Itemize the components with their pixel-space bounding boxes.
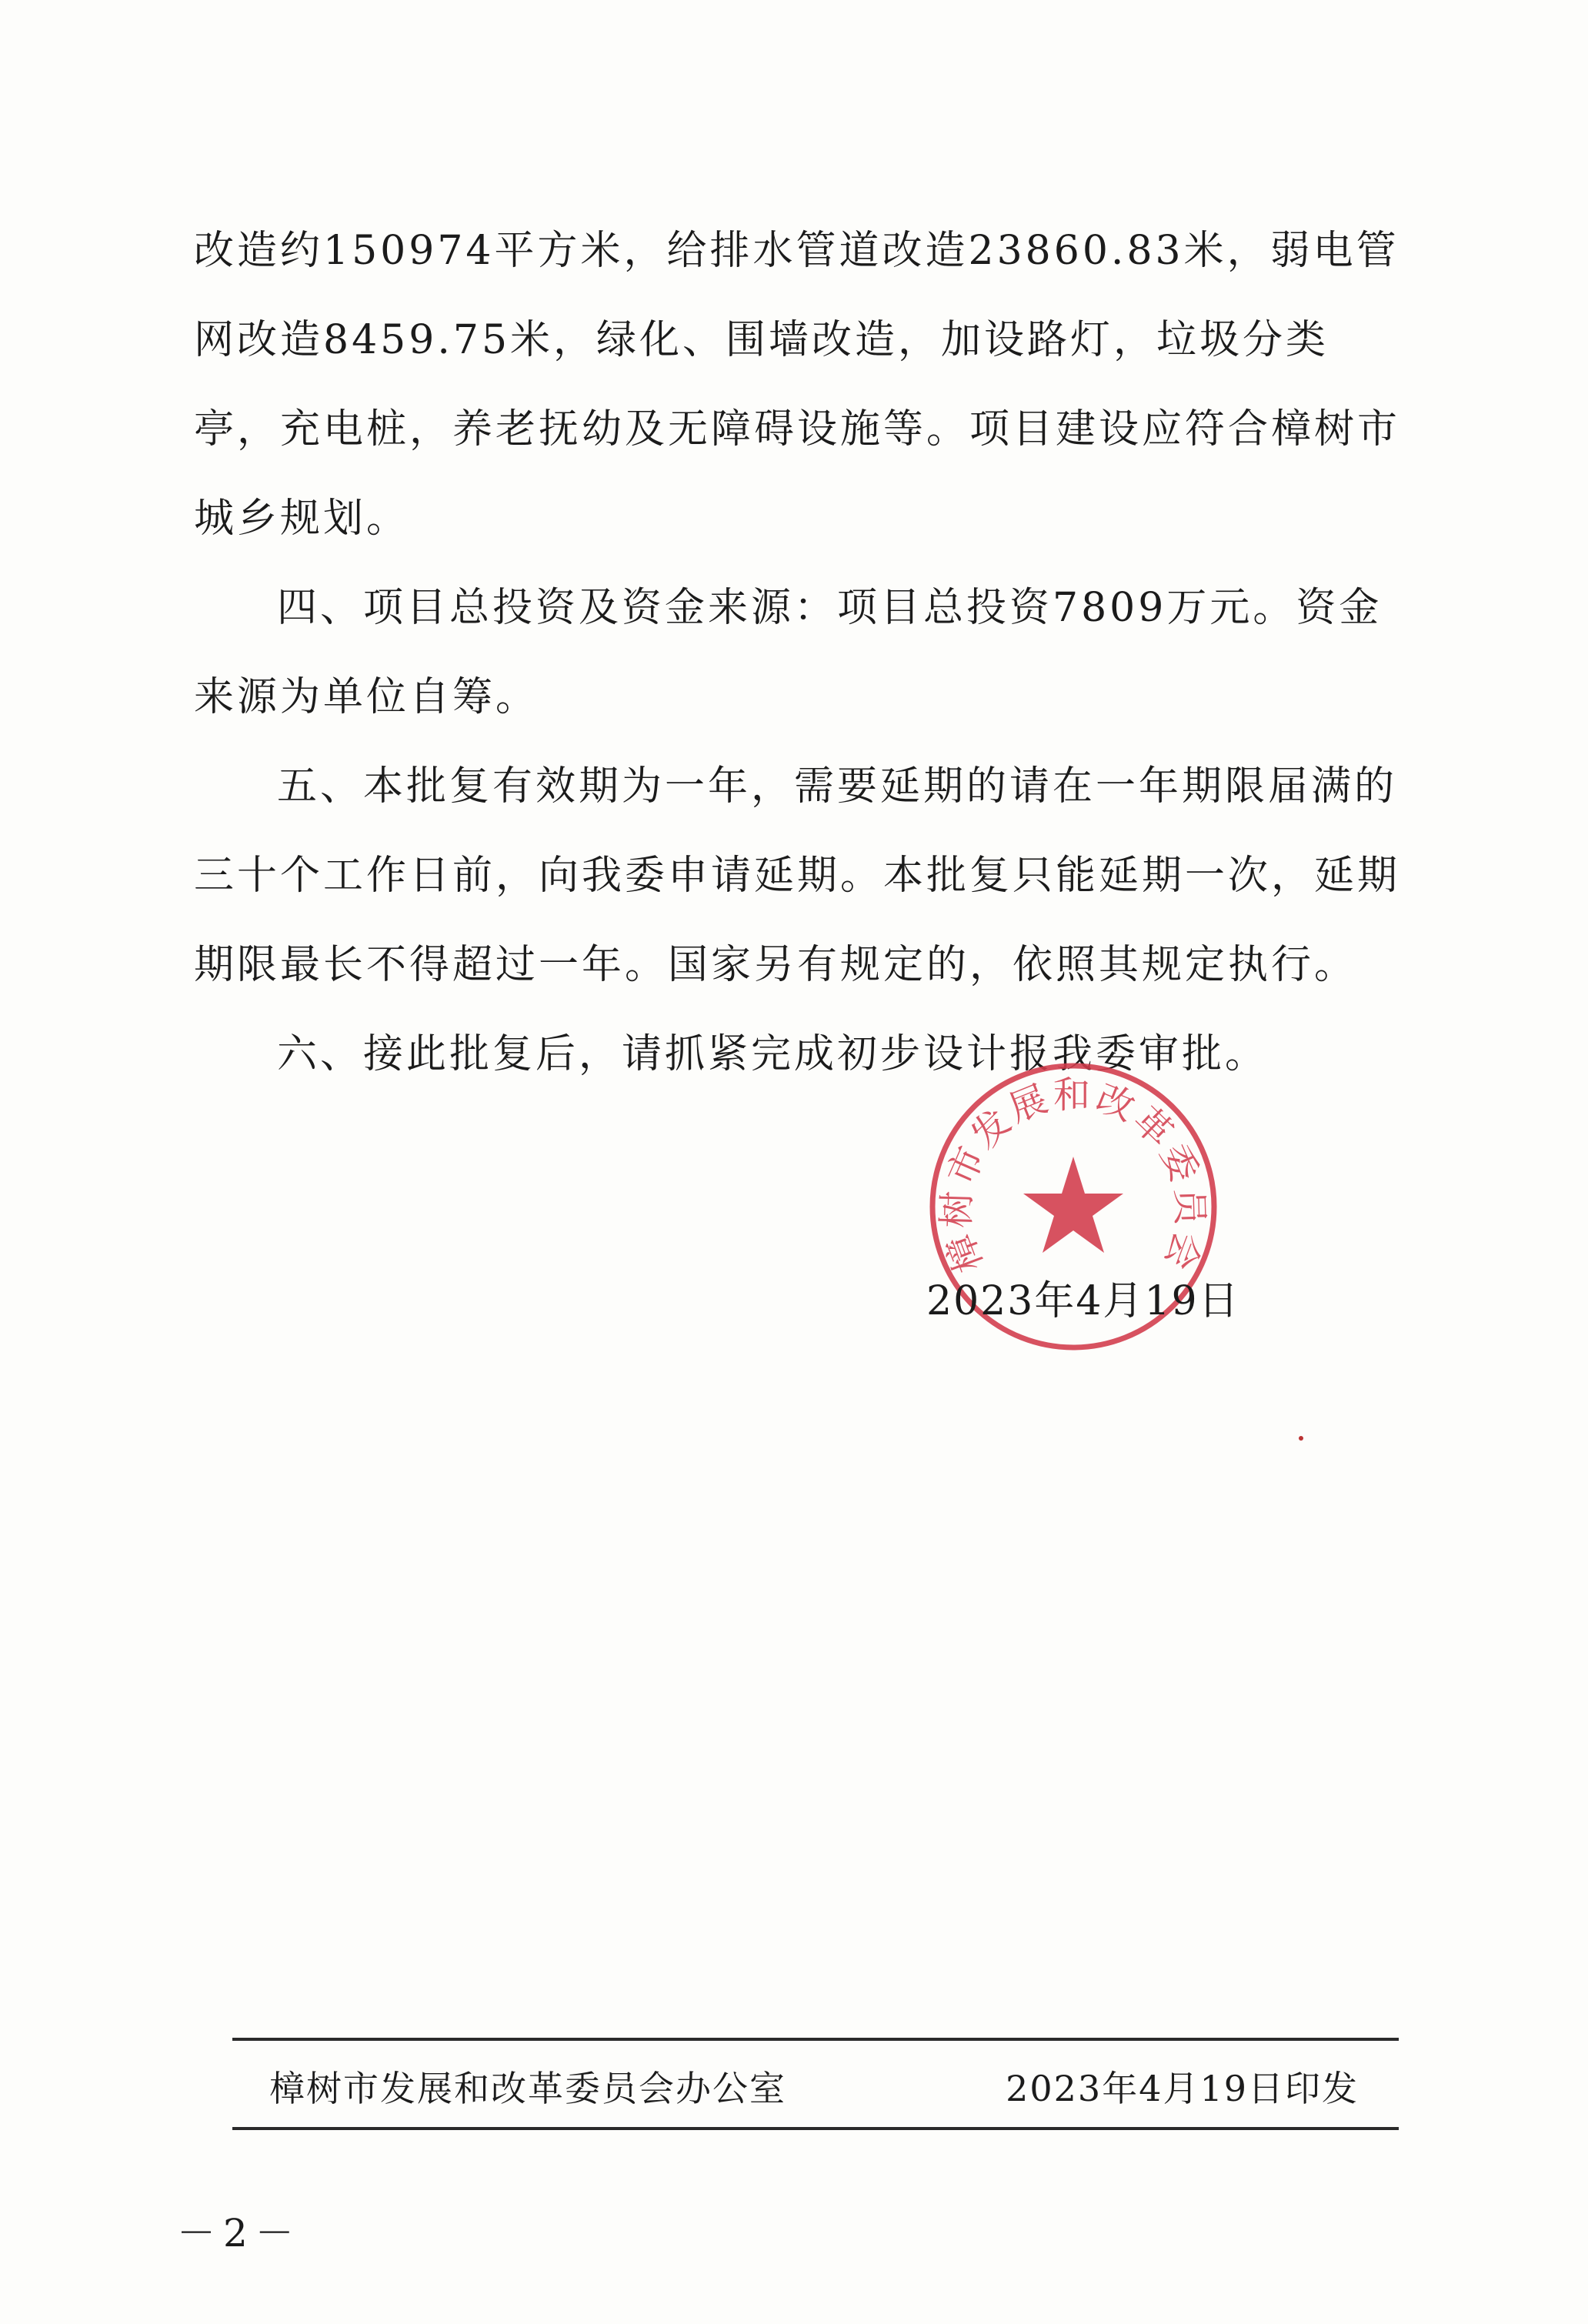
document-footer xyxy=(232,2038,1399,2130)
signature-date: 2023年4月19日 xyxy=(926,1278,1240,1324)
paragraph-investment: 四、项目总投资及资金来源：项目总投资7809万元。资金来源为单位自筹。 xyxy=(194,585,1383,720)
footer-issue-date: 2023年4月19日印发 xyxy=(1006,2068,1359,2109)
ink-speck xyxy=(1299,1436,1303,1441)
body-text xyxy=(194,206,1410,1099)
paragraph-design-approval: 六、接此批复后，请抓紧完成初步设计报我委审批。 xyxy=(277,1031,1269,1077)
paragraph-validity: 五、本批复有效期为一年，需要延期的请在一年期限届满的三十个工作日前，向我委申请延期。本批复只能延期一次，延期期限最长不得超过一年。国家另有规定的，依照其规定执行。 xyxy=(194,763,1401,988)
page-number: －2－ xyxy=(177,2211,302,2256)
seal-text: 樟树市发展和改革委员会 xyxy=(935,1074,1212,1279)
footer-issuer: 樟树市发展和改革委员会办公室 xyxy=(269,2068,786,2109)
paragraph-continuation: 改造约150974平方米，给排水管道改造23860.83米，弱电管网改造8459.75米，绿化、围墙改造，加设路灯，垃圾分类亭，充电桩，养老抚幼及无障碍设施等。项目建设应符合樟树市城乡规划。 xyxy=(194,228,1401,542)
footer-top-rule xyxy=(232,2038,1399,2041)
footer-bottom-rule xyxy=(232,2127,1399,2130)
